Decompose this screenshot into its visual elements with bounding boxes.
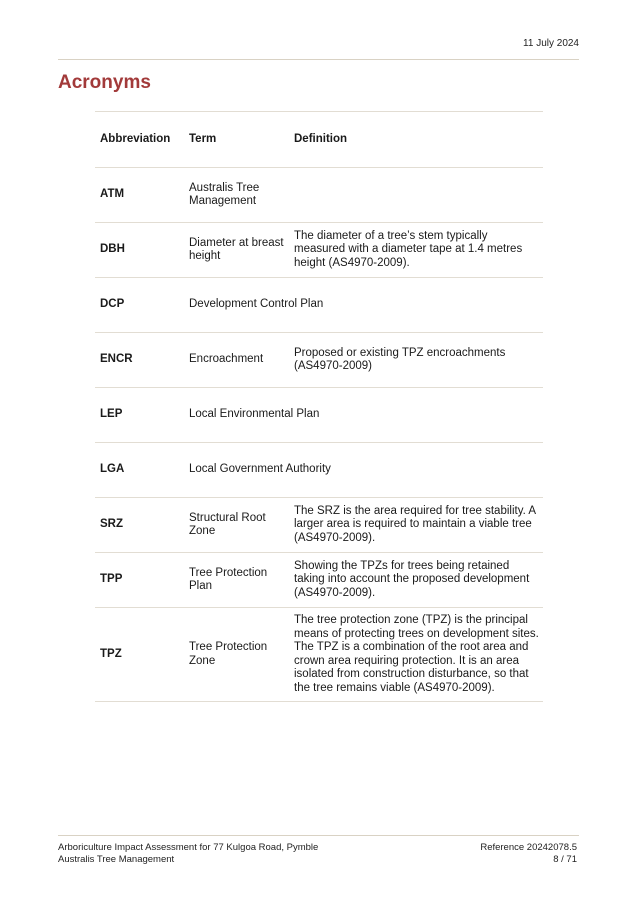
acronyms-table (95, 111, 543, 702)
row-abbreviation: ENCR (95, 333, 184, 388)
table-row (95, 443, 543, 498)
table-row (95, 333, 543, 388)
row-abbreviation: DBH (95, 223, 184, 278)
row-abbreviation: ATM (95, 168, 184, 223)
row-term: Local Environmental Plan (184, 388, 543, 443)
row-abbreviation: SRZ (95, 498, 184, 553)
footer-company: Australis Tree Management (58, 854, 175, 865)
row-term: Tree Protection Zone (184, 608, 289, 702)
row-abbreviation: TPP (95, 553, 184, 608)
table-row (95, 168, 543, 223)
row-definition: The diameter of a tree’s stem typically measured with a diameter tape at 1.4 metres height (AS4970-2009). (289, 223, 543, 278)
table-row (95, 278, 543, 333)
row-abbreviation: DCP (95, 278, 184, 333)
table-row (95, 608, 543, 702)
footer-left (58, 842, 318, 866)
row-abbreviation: LGA (95, 443, 184, 498)
footer-page-number: 8 / 71 (553, 854, 577, 865)
row-abbreviation: TPZ (95, 608, 184, 702)
row-term: Structural Root Zone (184, 498, 289, 553)
row-term: Local Government Authority (184, 443, 543, 498)
footer-right (480, 842, 577, 866)
table-row (95, 223, 543, 278)
footer-reference: Reference 20242078.5 (480, 842, 577, 853)
row-term: Encroachment (184, 333, 289, 388)
table-row (95, 388, 543, 443)
footer-report-title: Arboriculture Impact Assessment for 77 Kulgoa Road, Pymble (58, 842, 319, 853)
table-row (95, 498, 543, 553)
column-header-definition: Definition (289, 112, 543, 168)
row-term: Australis Tree Management (184, 168, 289, 223)
row-abbreviation: LEP (95, 388, 184, 443)
row-definition: Showing the TPZs for trees being retained taking into account the proposed development (AS4970-2009). (289, 553, 543, 608)
table-header-row (95, 112, 543, 168)
row-definition: The tree protection zone (TPZ) is the principal means of protecting trees on development sites. The TPZ is a combination of the root area and crown area requiring protection. It is an area isolated from construction disturbance, so that the tree remains viable (AS4970-2009). (289, 608, 543, 702)
row-term: Development Control Plan (184, 278, 543, 333)
footer-divider (58, 835, 579, 836)
row-definition: The SRZ is the area required for tree stability. A larger area is required to maintain a viable tree (AS4970-2009). (289, 498, 543, 553)
page-title: Acronyms (58, 72, 151, 93)
table-row (95, 553, 543, 608)
column-header-term: Term (184, 112, 289, 168)
row-term: Tree Protection Plan (184, 553, 289, 608)
header-date: 11 July 2024 (523, 38, 579, 49)
header-divider (58, 59, 579, 60)
row-term: Diameter at breast height (184, 223, 289, 278)
column-header-abbreviation: Abbreviation (95, 112, 184, 168)
row-definition: Proposed or existing TPZ encroachments (AS4970-2009) (289, 333, 543, 388)
row-definition (289, 168, 543, 223)
